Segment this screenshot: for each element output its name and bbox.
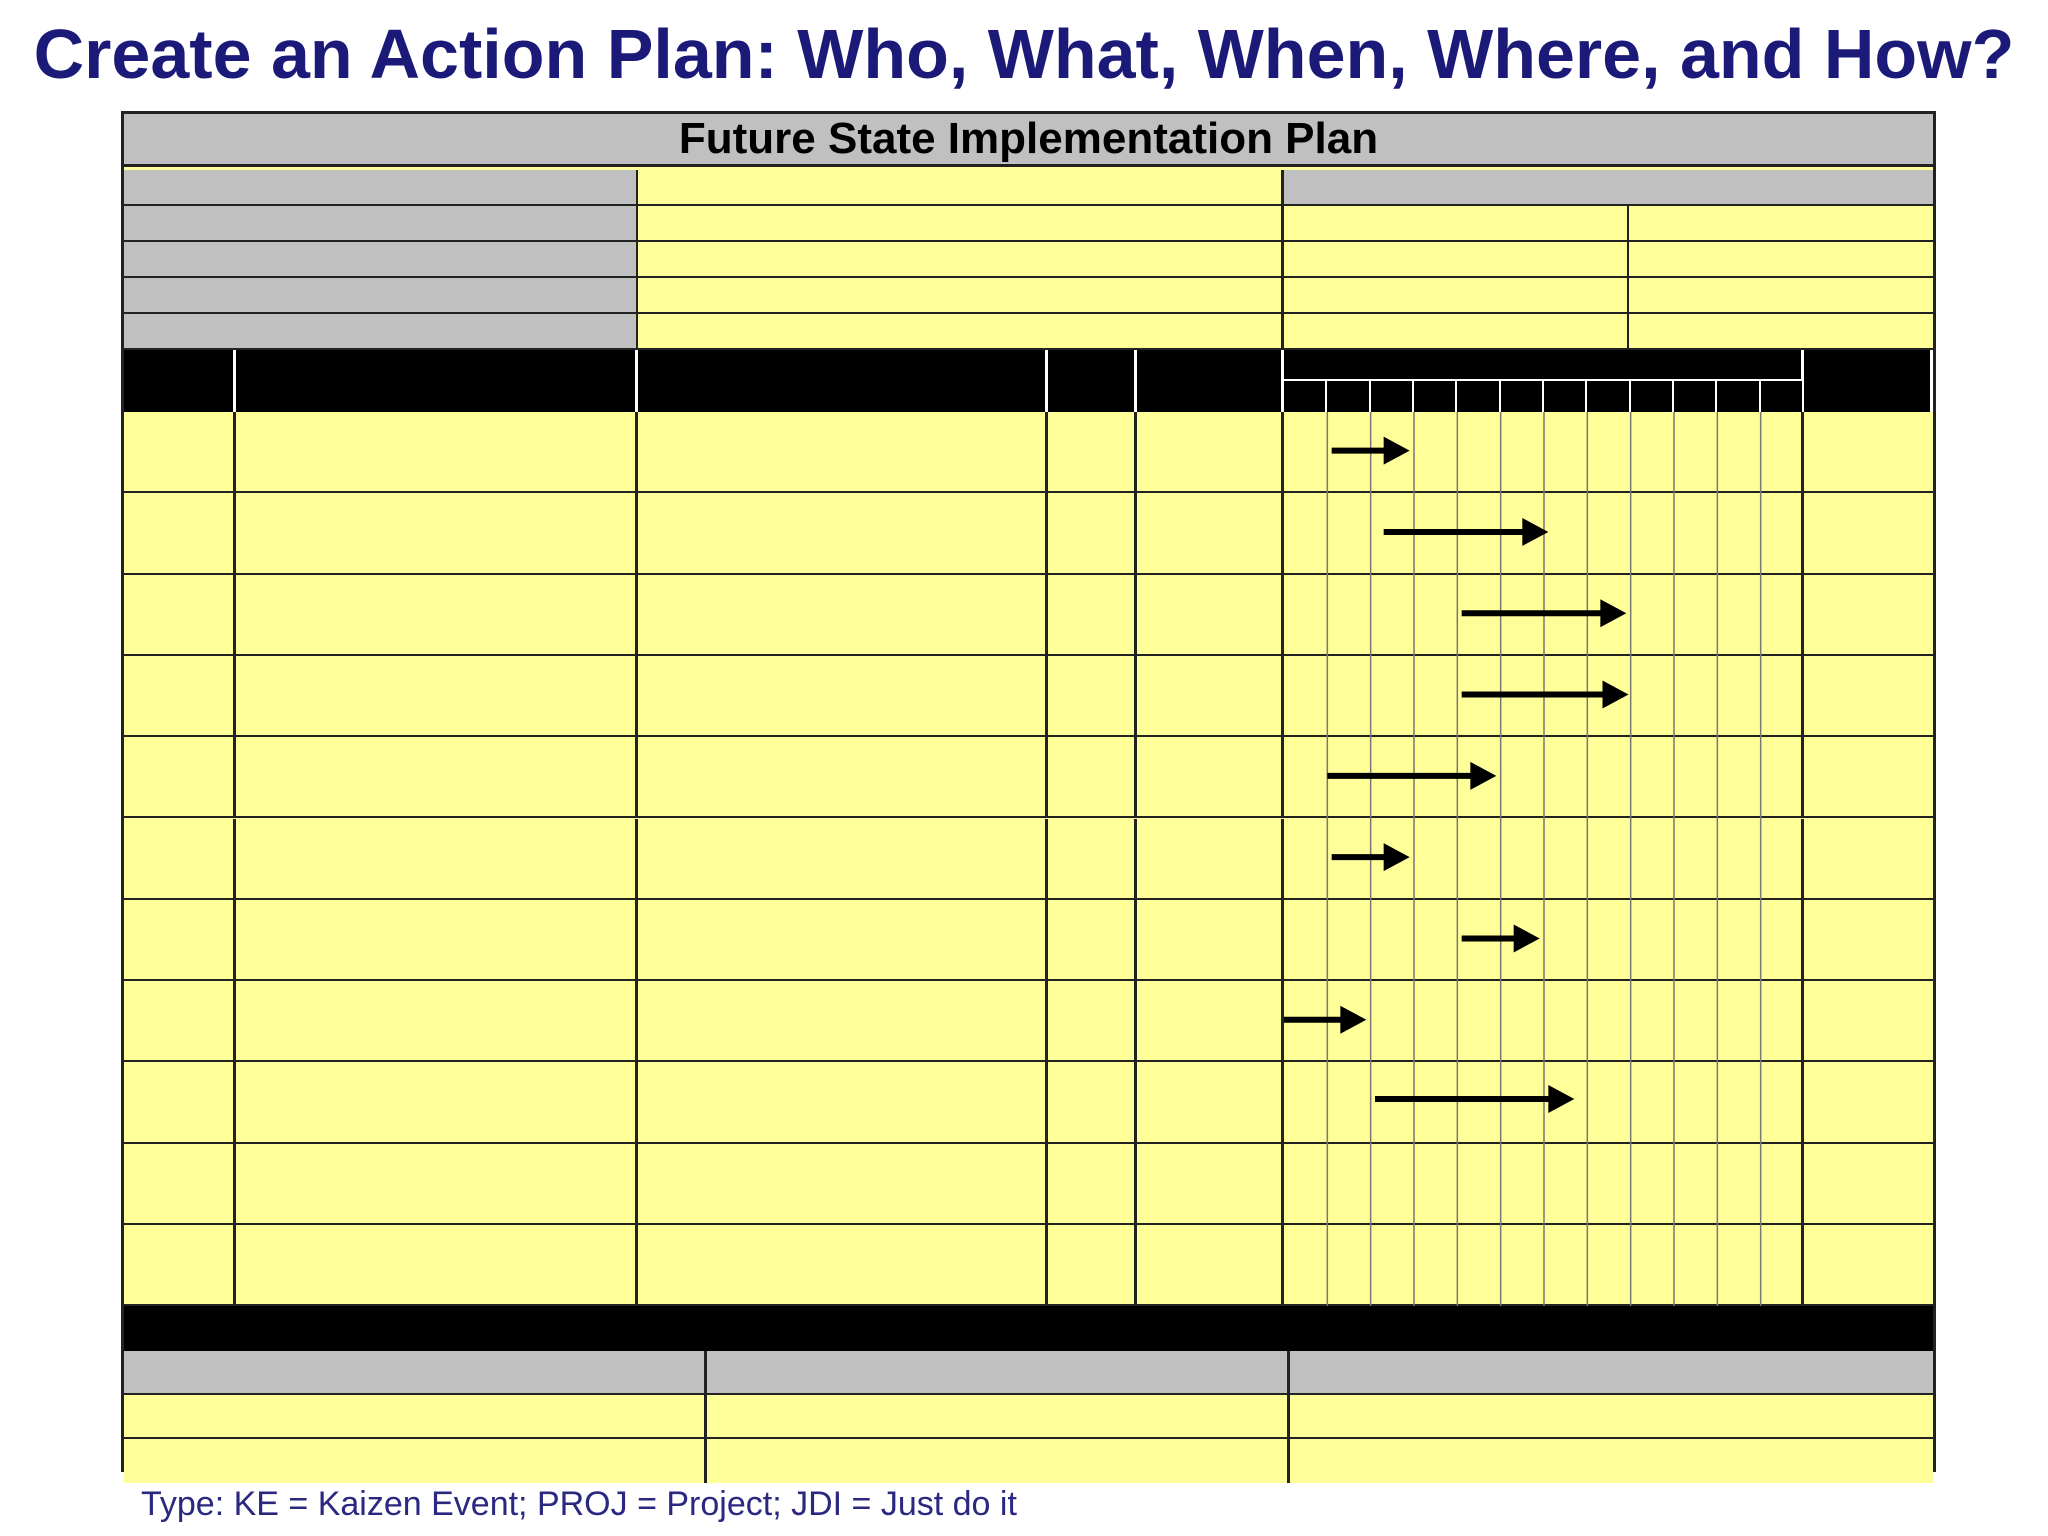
approval-date-field[interactable] (707, 1439, 1290, 1483)
approval-role (124, 1351, 707, 1395)
approval-signature-field[interactable] (707, 1395, 1290, 1439)
approval-role (707, 1351, 1290, 1395)
schedule-arrow (1327, 762, 1496, 790)
page-title: Create an Action Plan: Who, What, When, Where, and How? (33, 15, 2015, 93)
approval-role (1290, 1351, 1933, 1395)
approvals-header (124, 1306, 1933, 1351)
schedule-arrow (1462, 681, 1629, 709)
approval-signature-field[interactable] (1290, 1395, 1933, 1439)
approval-date-field[interactable] (1290, 1439, 1933, 1483)
approval-date-field[interactable] (124, 1439, 707, 1483)
schedule-gantt-layer (124, 114, 1933, 1469)
approval-signature-field[interactable] (124, 1395, 707, 1439)
type-legend-footnote: Type: KE = Kaizen Event; PROJ = Project; JDI = Just do it (141, 1485, 1017, 1523)
plan-title: Future State Implementation Plan (124, 114, 1933, 167)
schedule-arrow (1284, 1006, 1366, 1034)
schedule-arrow (1384, 518, 1549, 546)
implementation-plan-table (121, 111, 1936, 1472)
